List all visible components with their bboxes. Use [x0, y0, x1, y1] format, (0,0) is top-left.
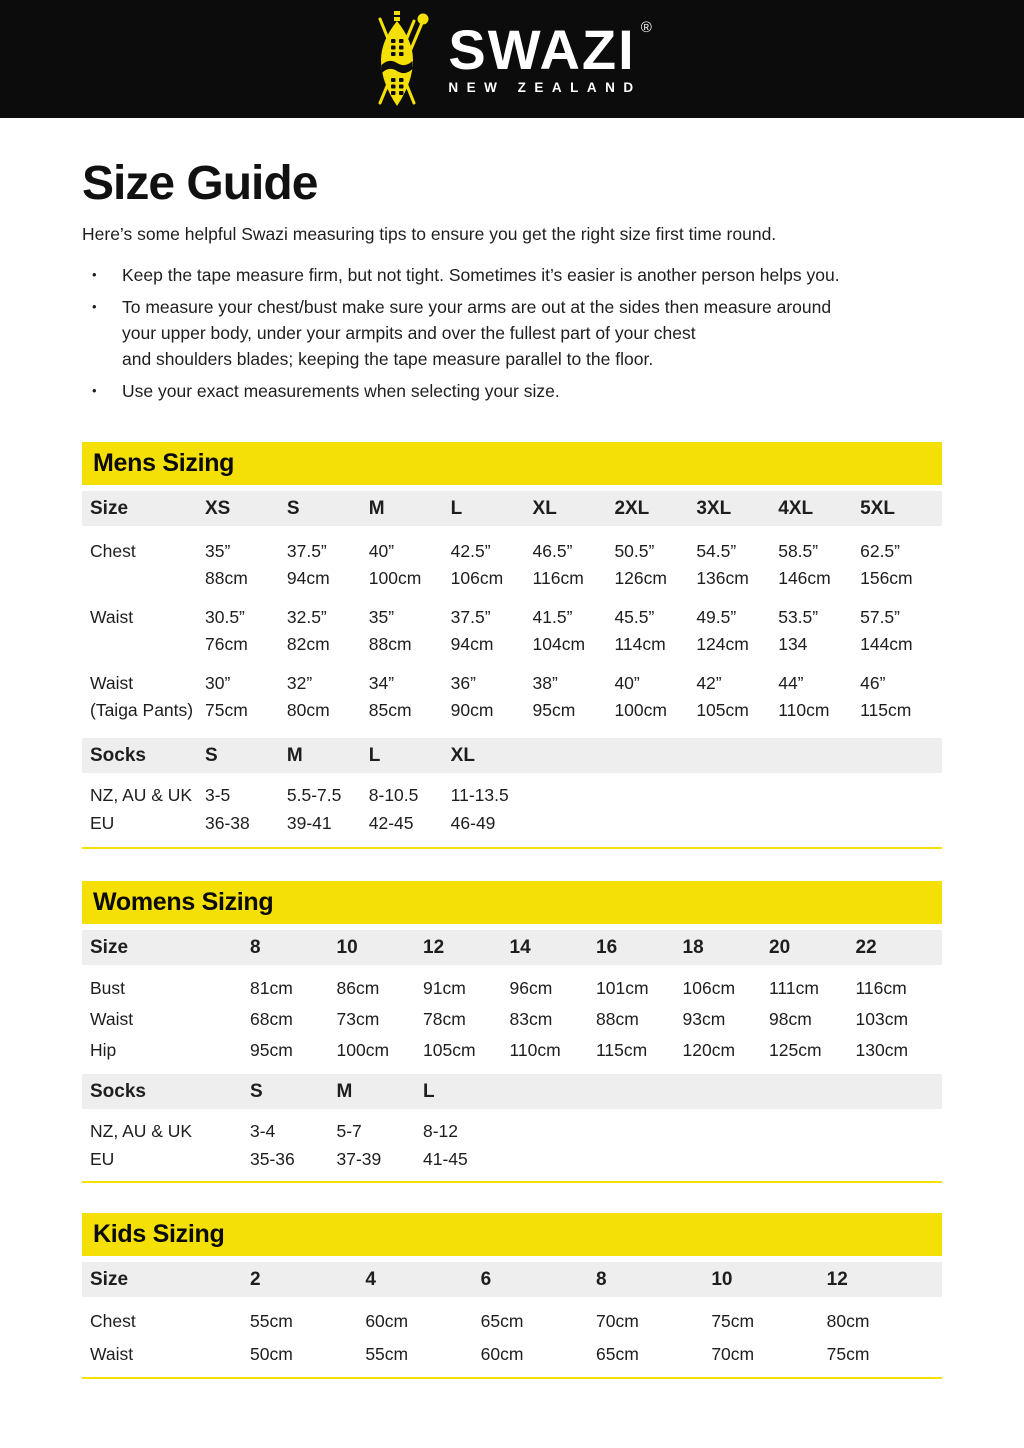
- tip-line: your upper body, under your armpits and over the fullest part of your chest: [122, 323, 696, 343]
- cell: 11-13.5: [450, 785, 509, 805]
- cell: 62.5”: [860, 541, 900, 561]
- cell: 55cm: [365, 1344, 409, 1364]
- cell: 60cm: [480, 1344, 524, 1364]
- cell: 156cm: [860, 568, 913, 588]
- cell: 42.5”: [450, 541, 491, 561]
- cell: 134: [778, 634, 808, 654]
- bullet-dot: •: [92, 383, 97, 398]
- cell: 78cm: [423, 1009, 466, 1029]
- womens-socks-nz-row: [82, 1117, 942, 1145]
- cell: 95cm: [250, 1040, 293, 1060]
- cell: 110cm: [509, 1040, 561, 1060]
- cell: 3-4: [250, 1121, 276, 1141]
- row-label: Socks: [90, 744, 146, 766]
- cell: 20: [769, 936, 791, 958]
- cell: 46”: [860, 673, 886, 693]
- mens-waist-cm: [82, 631, 942, 658]
- tip-item: [82, 294, 942, 372]
- mens-chest-inches: [82, 538, 942, 565]
- cell: 46-49: [450, 813, 496, 833]
- row-label: Chest: [90, 541, 136, 561]
- tip-item: [82, 262, 942, 288]
- cell: 4XL: [778, 497, 814, 519]
- cell: M: [286, 744, 303, 766]
- tip-line: Use your exact measurements when selecting your size.: [122, 381, 560, 401]
- mens-socks-header-row: [82, 738, 942, 773]
- cell: 55cm: [250, 1311, 293, 1331]
- cell: 22: [855, 936, 877, 958]
- cell: 70cm: [596, 1311, 639, 1331]
- row-label: Waist: [90, 1009, 134, 1029]
- header-bar: [0, 0, 1024, 118]
- row-label: EU: [90, 813, 115, 833]
- cell: XS: [205, 497, 231, 519]
- cell: 115cm: [596, 1040, 648, 1060]
- cell: 8-10.5: [368, 785, 419, 805]
- cell: 30.5”: [205, 607, 245, 627]
- cell: 39-41: [286, 813, 332, 833]
- cell: XL: [450, 744, 475, 766]
- cell: 5.5-7.5: [286, 785, 342, 805]
- mens-sizing-header: Mens Sizing: [82, 442, 942, 485]
- cell: 57.5”: [860, 607, 900, 627]
- row-label: NZ, AU & UK: [90, 785, 193, 805]
- cell: L: [423, 1080, 435, 1102]
- row-label: Waist: [90, 607, 134, 627]
- cell: 96cm: [509, 978, 553, 998]
- cell: 34”: [368, 673, 395, 693]
- tip-text: [122, 294, 831, 372]
- cell: 105cm: [423, 1040, 476, 1060]
- cell: 8: [596, 1268, 607, 1290]
- kids-chest-row: [82, 1305, 942, 1338]
- cell: 100cm: [368, 568, 422, 588]
- cell: 80cm: [826, 1311, 870, 1331]
- cell: 124cm: [696, 634, 749, 654]
- cell: 126cm: [614, 568, 667, 588]
- cell: 10: [711, 1268, 733, 1290]
- cell: 36”: [450, 673, 476, 693]
- row-label: Hip: [90, 1040, 117, 1060]
- cell: 75cm: [711, 1311, 755, 1331]
- cell: 54.5”: [696, 541, 737, 561]
- kids-measure-rows: [82, 1297, 942, 1371]
- measuring-tips-list: [82, 262, 942, 404]
- cell: 53.5”: [778, 607, 819, 627]
- cell: 41.5”: [532, 607, 573, 627]
- kids-sizing-header: Kids Sizing: [82, 1213, 942, 1256]
- cell: 88cm: [205, 568, 248, 588]
- cell: 46.5”: [532, 541, 573, 561]
- row-label: Waist: [90, 673, 134, 693]
- row-label: Size: [90, 497, 129, 519]
- cell: 37.5”: [286, 541, 327, 561]
- cell: 5-7: [336, 1121, 362, 1141]
- cell: XL: [532, 497, 557, 519]
- cell: 44”: [778, 673, 804, 693]
- mens-taiga-waist-row: [82, 670, 942, 724]
- cell: 3XL: [696, 497, 732, 519]
- cell: 8: [250, 936, 261, 958]
- mens-chest-row: [82, 538, 942, 592]
- womens-measure-rows: [82, 965, 942, 1066]
- cell: 45.5”: [614, 607, 655, 627]
- cell: 93cm: [682, 1009, 726, 1029]
- cell: 94cm: [286, 568, 330, 588]
- cell: 32.5”: [286, 607, 327, 627]
- cell: S: [205, 744, 218, 766]
- cell: 88cm: [368, 634, 412, 654]
- cell: 6: [480, 1268, 492, 1290]
- tip-item: [82, 378, 942, 404]
- mens-socks-nz-row: [82, 781, 942, 809]
- swazi-logo: [368, 9, 655, 109]
- womens-bust-row: [82, 973, 942, 1004]
- cell: 4: [365, 1268, 376, 1290]
- cell: 146cm: [778, 568, 831, 588]
- cell: 8-12: [423, 1121, 459, 1141]
- cell: 32”: [286, 673, 313, 693]
- registered-mark: ®: [640, 18, 652, 36]
- womens-socks-rows: [82, 1109, 942, 1173]
- row-label: Size: [90, 936, 129, 958]
- cell: 106cm: [450, 568, 504, 588]
- cell: 18: [682, 936, 704, 958]
- tip-line: and shoulders blades; keeping the tape measure parallel to the floor.: [122, 349, 654, 369]
- cell: L: [450, 497, 463, 519]
- cell: 81cm: [250, 978, 293, 998]
- cell: 5XL: [860, 497, 895, 519]
- cell: M: [368, 497, 385, 519]
- row-label: Bust: [90, 978, 126, 998]
- row-label: Size: [90, 1268, 129, 1290]
- bullet-dot: •: [92, 267, 97, 282]
- cell: 12: [826, 1268, 848, 1290]
- section-divider: [82, 1181, 942, 1183]
- shield-spears-icon: [368, 9, 434, 109]
- cell: 116cm: [532, 568, 584, 588]
- kids-sizing-section: [82, 1213, 942, 1379]
- kids-waist-row: [82, 1338, 942, 1371]
- cell: 16: [596, 936, 618, 958]
- tip-line: To measure your chest/bust make sure your arms are out at the sides then measure around: [122, 297, 832, 317]
- row-label: (Taiga Pants): [90, 700, 194, 720]
- intro-text: Here’s some helpful Swazi measuring tips to ensure you get the right size first time round.: [82, 224, 777, 244]
- cell: 114cm: [614, 634, 666, 654]
- cell: 65cm: [480, 1311, 524, 1331]
- cell: 91cm: [423, 978, 466, 998]
- cell: 100cm: [614, 700, 667, 720]
- tip-line: Keep the tape measure firm, but not tight. Sometimes it’s easier is another person helps you.: [122, 265, 840, 285]
- mens-taiga-inches: [82, 670, 942, 697]
- womens-waist-row: [82, 1004, 942, 1035]
- cell: 75cm: [205, 700, 248, 720]
- cell: S: [286, 497, 300, 519]
- cell: 101cm: [596, 978, 649, 998]
- mens-size-header-row: [82, 491, 942, 526]
- cell: 35-36: [250, 1149, 295, 1169]
- mens-socks-eu-row: [82, 809, 942, 837]
- cell: M: [336, 1080, 353, 1102]
- cell: 95cm: [532, 700, 576, 720]
- cell: 35”: [205, 541, 231, 561]
- cell: 35”: [368, 607, 395, 627]
- row-label: NZ, AU & UK: [90, 1121, 193, 1141]
- cell: 130cm: [855, 1040, 909, 1060]
- cell: 85cm: [368, 700, 412, 720]
- brand-tagline: NEW ZEALAND: [448, 80, 642, 96]
- cell: 40”: [368, 541, 395, 561]
- row-label: Socks: [90, 1080, 146, 1102]
- cell: 115cm: [860, 700, 912, 720]
- womens-socks-header-row: [82, 1074, 942, 1109]
- cell: 30”: [205, 673, 231, 693]
- cell: 12: [423, 936, 445, 958]
- cell: 116cm: [855, 978, 907, 998]
- cell: 94cm: [450, 634, 494, 654]
- cell: 49.5”: [696, 607, 737, 627]
- cell: 103cm: [855, 1009, 909, 1029]
- cell: 100cm: [336, 1040, 390, 1060]
- cell: 42”: [696, 673, 722, 693]
- cell: 110cm: [778, 700, 830, 720]
- cell: 76cm: [205, 634, 248, 654]
- cell: 36-38: [205, 813, 250, 833]
- cell: 60cm: [365, 1311, 409, 1331]
- cell: 105cm: [696, 700, 749, 720]
- cell: 90cm: [450, 700, 494, 720]
- kids-size-header-row: [82, 1262, 942, 1297]
- mens-socks-rows: [82, 773, 942, 837]
- cell: 2: [250, 1268, 261, 1290]
- bullet-dot: •: [92, 299, 97, 314]
- tip-text: [122, 378, 560, 404]
- cell: 75cm: [826, 1344, 870, 1364]
- section-divider: [82, 1377, 942, 1379]
- cell: 2XL: [614, 497, 650, 519]
- cell: 14: [509, 936, 531, 958]
- cell: 73cm: [336, 1009, 380, 1029]
- cell: 10: [336, 936, 358, 958]
- womens-socks-eu-row: [82, 1145, 942, 1173]
- mens-taiga-cm: [82, 697, 942, 724]
- mens-waist-row: [82, 604, 942, 658]
- mens-sizing-section: [82, 442, 942, 849]
- cell: 83cm: [509, 1009, 553, 1029]
- cell: 125cm: [769, 1040, 822, 1060]
- cell: 40”: [614, 673, 640, 693]
- row-label: EU: [90, 1149, 115, 1169]
- page-content: [82, 158, 942, 1379]
- row-label: Waist: [90, 1344, 134, 1364]
- row-label: Chest: [90, 1311, 136, 1331]
- cell: 37.5”: [450, 607, 491, 627]
- page-title: Size Guide: [82, 157, 318, 210]
- cell: 104cm: [532, 634, 586, 654]
- cell: 65cm: [596, 1344, 639, 1364]
- brand-wordmark: SWAZI: [448, 17, 636, 81]
- mens-waist-inches: [82, 604, 942, 631]
- cell: 98cm: [769, 1009, 812, 1029]
- section-divider: [82, 847, 942, 849]
- cell: 70cm: [711, 1344, 755, 1364]
- cell: 41-45: [423, 1149, 468, 1169]
- cell: 82cm: [286, 634, 330, 654]
- cell: 120cm: [682, 1040, 736, 1060]
- cell: 80cm: [286, 700, 330, 720]
- cell: 106cm: [682, 978, 736, 998]
- cell: 144cm: [860, 634, 913, 654]
- cell: 3-5: [205, 785, 231, 805]
- cell: 38”: [532, 673, 558, 693]
- womens-hip-row: [82, 1035, 942, 1066]
- cell: 42-45: [368, 813, 414, 833]
- cell: S: [250, 1080, 263, 1102]
- cell: 86cm: [336, 978, 380, 998]
- cell: 88cm: [596, 1009, 639, 1029]
- cell: 37-39: [336, 1149, 382, 1169]
- cell: 58.5”: [778, 541, 819, 561]
- cell: L: [368, 744, 381, 766]
- cell: 50.5”: [614, 541, 655, 561]
- cell: 50cm: [250, 1344, 293, 1364]
- cell: 68cm: [250, 1009, 293, 1029]
- womens-sizing-header: Womens Sizing: [82, 881, 942, 924]
- cell: 111cm: [769, 978, 819, 998]
- tip-text: [122, 262, 840, 288]
- cell: 136cm: [696, 568, 749, 588]
- womens-sizing-section: [82, 881, 942, 1183]
- mens-chest-cm: [82, 565, 942, 592]
- womens-size-header-row: [82, 930, 942, 965]
